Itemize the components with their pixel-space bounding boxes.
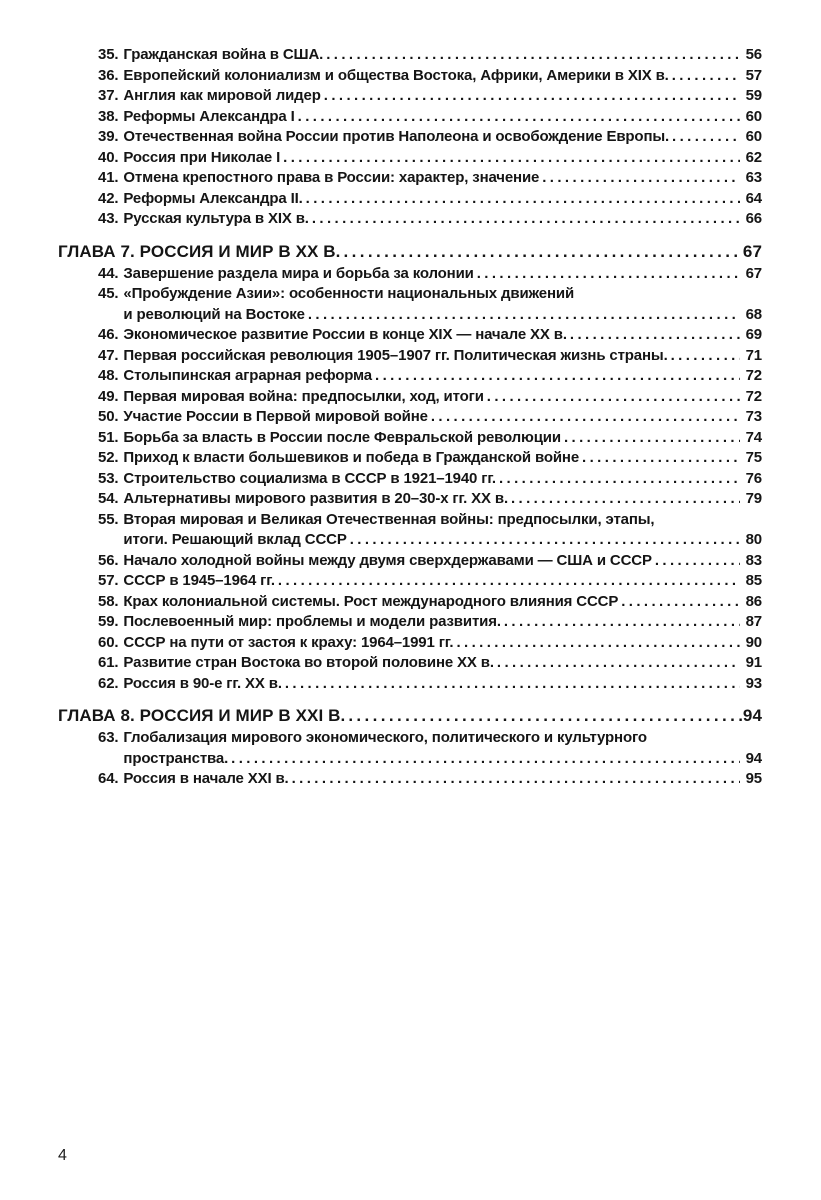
entry-line	[123, 674, 762, 695]
dot-leader	[582, 448, 740, 469]
entry-line	[123, 510, 762, 531]
entry-line	[123, 728, 762, 749]
entry-number: 59.	[98, 613, 119, 630]
entry-number: 56.	[98, 551, 119, 569]
entry-title: Экономическое развитие России в конце XIX — начале XX в.	[123, 326, 567, 343]
dot-leader	[671, 346, 740, 367]
dot-leader	[348, 704, 742, 727]
entry-title: Россия в начале XXI в.	[123, 770, 289, 787]
entry-page-number: 57	[745, 66, 762, 84]
chapter-page-number: 67	[742, 241, 762, 261]
toc-entry	[98, 674, 762, 695]
entry-page-number: 60	[745, 107, 762, 125]
entry-page-number: 74	[745, 428, 762, 446]
entry-line	[123, 366, 762, 387]
dot-leader	[308, 305, 740, 326]
entry-line	[123, 86, 762, 107]
entry-body	[123, 168, 762, 189]
toc-entry	[98, 633, 762, 654]
entry-title: Европейский колониализм и общества Востока, Африки, Америки в XIX в.	[123, 66, 669, 84]
entry-title: итоги. Решающий вклад СССР	[123, 531, 347, 548]
toc-entry	[98, 127, 762, 148]
entry-number: 44.	[98, 264, 119, 282]
entry-number: 48.	[98, 367, 119, 384]
entry-number: 57.	[98, 572, 119, 589]
entry-page-number: 90	[745, 633, 762, 651]
entry-line	[123, 653, 762, 674]
entry-line	[123, 387, 762, 408]
entry-body	[123, 107, 762, 128]
entry-body	[123, 469, 762, 490]
toc-section	[58, 704, 762, 790]
entry-title: Первая мировая война: предпосылки, ход, итоги	[123, 387, 484, 405]
entry-title: СССР в 1945–1964 гг.	[123, 572, 275, 589]
entry-body	[123, 551, 762, 572]
entry-page-number: 86	[745, 592, 762, 610]
entry-title: Вторая мировая и Великая Отечественная войны: предпосылки, этапы,	[123, 510, 655, 528]
entry-title: пространства.	[123, 749, 229, 767]
entry-body	[123, 728, 762, 769]
entry-title: Строительство социализма в СССР в 1921–1940 гг.	[123, 469, 496, 487]
entry-line	[123, 148, 762, 169]
chapter-heading	[58, 704, 762, 727]
dot-leader	[499, 469, 740, 490]
entry-body	[123, 428, 762, 449]
table-of-contents	[58, 45, 762, 790]
entry-number: 35.	[98, 46, 119, 63]
entry-body	[123, 148, 762, 169]
entry-page-number: 59	[745, 87, 762, 104]
entry-body	[123, 366, 762, 387]
entry-number: 41.	[98, 169, 119, 186]
entry-number: 51.	[98, 428, 119, 446]
entry-page-number: 60	[745, 128, 762, 145]
entry-title: Реформы Александра I	[123, 107, 295, 125]
entry-page-number: 79	[745, 490, 762, 507]
entry-page-number: 62	[745, 148, 762, 166]
entry-page-number: 73	[745, 408, 762, 425]
dot-leader	[298, 107, 740, 128]
dot-leader	[324, 86, 740, 107]
entry-title: Англия как мировой лидер	[123, 87, 321, 104]
entry-body	[123, 264, 762, 285]
entry-number: 62.	[98, 674, 119, 692]
entry-page-number: 95	[745, 770, 762, 787]
toc-entry	[98, 387, 762, 408]
dot-leader	[570, 325, 740, 346]
entry-number: 64.	[98, 770, 119, 787]
entry-body	[123, 674, 762, 695]
entry-body	[123, 189, 762, 210]
entry-body	[123, 489, 762, 510]
toc-section	[58, 45, 762, 230]
entry-number: 43.	[98, 210, 119, 227]
dot-leader	[312, 209, 740, 230]
dot-leader	[306, 189, 740, 210]
entry-body	[123, 510, 762, 551]
entry-number: 38.	[98, 107, 119, 125]
entry-number: 36.	[98, 66, 119, 84]
entry-line	[123, 305, 762, 326]
entry-line	[123, 168, 762, 189]
toc-entry	[98, 653, 762, 674]
entry-number: 46.	[98, 326, 119, 343]
toc-entry	[98, 571, 762, 592]
entry-line	[123, 571, 762, 592]
entry-body	[123, 284, 762, 325]
entry-line	[123, 633, 762, 654]
entry-body	[123, 325, 762, 346]
entry-page-number: 87	[745, 613, 762, 630]
entry-body	[123, 45, 762, 66]
entry-number: 60.	[98, 633, 119, 651]
entry-page-number: 66	[745, 210, 762, 227]
entry-page-number: 63	[745, 169, 762, 186]
dot-leader	[283, 148, 739, 169]
toc-entry	[98, 107, 762, 128]
toc-entry	[98, 551, 762, 572]
entry-body	[123, 592, 762, 613]
entry-line	[123, 469, 762, 490]
entry-title: Развитие стран Востока во второй половине XX в.	[123, 654, 494, 671]
entry-title: «Пробуждение Азии»: особенности национальных движений	[123, 285, 575, 302]
entry-line	[123, 769, 762, 790]
entry-line	[123, 551, 762, 572]
entry-line	[123, 749, 762, 770]
entry-title: Крах колониальной системы. Рост международного влияния СССР	[123, 592, 619, 610]
entry-title: Россия в 90-е гг. XX в.	[123, 674, 282, 692]
entry-page-number: 71	[745, 346, 762, 364]
entry-title: Реформы Александра II.	[123, 189, 303, 207]
entry-title: Послевоенный мир: проблемы и модели развития.	[123, 613, 501, 630]
chapter-title: ГЛАВА 7. РОССИЯ И МИР В XX В.	[58, 241, 341, 261]
entry-number: 52.	[98, 449, 119, 466]
chapter-heading	[58, 240, 762, 263]
toc-entry	[98, 209, 762, 230]
toc-entry	[98, 366, 762, 387]
entry-title: Отмена крепостного права в России: характер, значение	[123, 169, 540, 186]
entry-number: 45.	[98, 285, 119, 302]
dot-leader	[344, 240, 742, 263]
entry-title: Первая российская революция 1905–1907 гг. Политическая жизнь страны.	[123, 346, 668, 364]
entry-page-number: 94	[745, 749, 762, 767]
entry-line	[123, 264, 762, 285]
entry-title: Борьба за власть в России после Февральской революции	[123, 428, 561, 446]
entry-line	[123, 45, 762, 66]
entry-line	[123, 127, 762, 148]
dot-leader	[285, 674, 740, 695]
entry-body	[123, 571, 762, 592]
dot-leader	[477, 264, 740, 285]
entry-page-number: 72	[745, 387, 762, 405]
entry-page-number: 85	[745, 572, 762, 589]
entry-line	[123, 407, 762, 428]
entry-body	[123, 653, 762, 674]
toc-entry	[98, 284, 762, 325]
entry-number: 61.	[98, 654, 119, 671]
toc-entry	[98, 469, 762, 490]
chapter-page-number: 94	[742, 706, 762, 725]
toc-entry	[98, 489, 762, 510]
toc-entry	[98, 428, 762, 449]
toc-entry	[98, 168, 762, 189]
toc-entry	[98, 189, 762, 210]
dot-leader	[326, 45, 739, 66]
entry-number: 53.	[98, 469, 119, 487]
entry-body	[123, 66, 762, 87]
toc-entry	[98, 86, 762, 107]
entry-line	[123, 448, 762, 469]
entry-body	[123, 127, 762, 148]
entry-page-number: 91	[745, 654, 762, 671]
dot-leader	[292, 769, 740, 790]
entry-line	[123, 209, 762, 230]
entry-line	[123, 428, 762, 449]
dot-leader	[231, 749, 739, 770]
toc-entry	[98, 325, 762, 346]
toc-entry	[98, 728, 762, 769]
entry-body	[123, 387, 762, 408]
entry-body	[123, 86, 762, 107]
entry-title: Завершение раздела мира и борьба за колонии	[123, 264, 474, 282]
entry-title: Приход к власти большевиков и победа в Гражданской войне	[123, 449, 580, 466]
entry-title: Начало холодной войны между двумя сверхдержавами — США и СССР	[123, 551, 652, 569]
entry-page-number: 69	[745, 326, 762, 343]
toc-entry	[98, 148, 762, 169]
entry-page-number: 68	[745, 305, 762, 323]
toc-entry	[98, 346, 762, 367]
toc-entry	[98, 45, 762, 66]
toc-entry	[98, 612, 762, 633]
entry-body	[123, 769, 762, 790]
entry-number: 55.	[98, 510, 119, 528]
dot-leader	[621, 592, 739, 613]
chapter-title: ГЛАВА 8. РОССИЯ И МИР В XXI В.	[58, 706, 346, 725]
entry-title: Столыпинская аграрная реформа	[123, 367, 372, 384]
entry-page-number: 64	[745, 189, 762, 207]
entry-page-number: 76	[745, 469, 762, 487]
toc-entry	[98, 264, 762, 285]
entry-line	[123, 66, 762, 87]
dot-leader	[504, 612, 740, 633]
entry-line	[123, 592, 762, 613]
entry-title: Гражданская война в США.	[123, 46, 324, 63]
entry-number: 63.	[98, 729, 119, 746]
entry-page-number: 75	[745, 449, 762, 466]
entry-page-number: 93	[745, 674, 762, 692]
dot-leader	[456, 633, 739, 654]
entry-number: 50.	[98, 408, 119, 425]
dot-leader	[497, 653, 740, 674]
entry-body	[123, 448, 762, 469]
entry-line	[123, 284, 762, 305]
entry-page-number: 72	[745, 367, 762, 384]
entry-body	[123, 633, 762, 654]
dot-leader	[655, 551, 740, 572]
entry-line	[123, 107, 762, 128]
entry-page-number: 80	[745, 531, 762, 548]
dot-leader	[672, 127, 740, 148]
entry-body	[123, 346, 762, 367]
entry-title: СССР на пути от застоя к краху: 1964–1991 гг.	[123, 633, 454, 651]
toc-entry	[98, 407, 762, 428]
entry-line	[123, 489, 762, 510]
entry-body	[123, 612, 762, 633]
entry-number: 39.	[98, 128, 119, 145]
entry-line	[123, 189, 762, 210]
entry-number: 40.	[98, 148, 119, 166]
toc-section	[58, 240, 762, 695]
entry-body	[123, 209, 762, 230]
dot-leader	[350, 530, 740, 551]
entry-number: 49.	[98, 387, 119, 405]
entry-line	[123, 612, 762, 633]
toc-entry	[98, 510, 762, 551]
toc-entry	[98, 66, 762, 87]
toc-entry	[98, 448, 762, 469]
entry-line	[123, 346, 762, 367]
entry-number: 47.	[98, 346, 119, 364]
entry-title: Русская культура в XIX в.	[123, 210, 309, 227]
dot-leader	[672, 66, 740, 87]
toc-entry	[98, 769, 762, 790]
entry-title: Отечественная война России против Наполеона и освобождение Европы.	[123, 128, 670, 145]
entry-line	[123, 530, 762, 551]
entry-page-number: 83	[745, 551, 762, 569]
entry-title: и революций на Востоке	[123, 305, 305, 323]
toc-entry	[98, 592, 762, 613]
dot-leader	[542, 168, 739, 189]
entry-body	[123, 407, 762, 428]
entry-title: Глобализация мирового экономического, политического и культурного	[123, 729, 647, 746]
entry-number: 58.	[98, 592, 119, 610]
entry-page-number: 56	[745, 46, 762, 63]
entry-title: Россия при Николае I	[123, 148, 281, 166]
entry-page-number: 67	[745, 264, 762, 282]
entry-number: 54.	[98, 490, 119, 507]
entry-title: Альтернативы мирового развития в 20–30-х гг. XX в.	[123, 490, 508, 507]
dot-leader	[487, 387, 740, 408]
entry-number: 37.	[98, 87, 119, 104]
entry-number: 42.	[98, 189, 119, 207]
entry-title: Участие России в Первой мировой войне	[123, 408, 428, 425]
dot-leader	[564, 428, 740, 449]
dot-leader	[278, 571, 740, 592]
page-number: 4	[58, 1147, 67, 1164]
dot-leader	[511, 489, 740, 510]
dot-leader	[431, 407, 740, 428]
entry-line	[123, 325, 762, 346]
dot-leader	[375, 366, 740, 387]
